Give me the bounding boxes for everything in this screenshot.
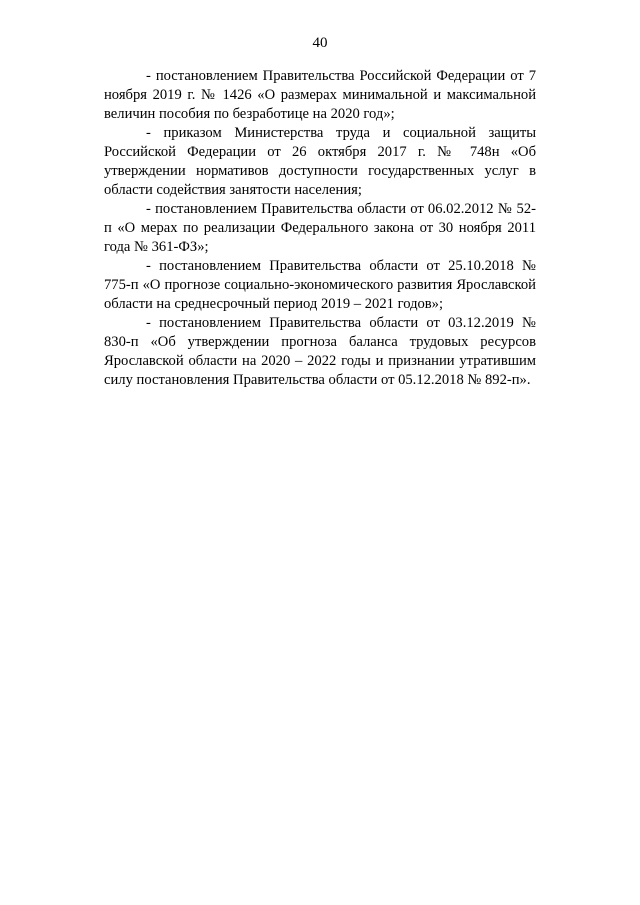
list-item: - постановлением Правительства Российской Федерации от 7 ноября 2019 г. № 1426 «О размерах минимальной и максимальной величин пособия по безработице на 2020 год»; xyxy=(104,68,536,122)
page-number: 40 xyxy=(312,35,328,51)
list-item: - постановлением Правительства области от 03.12.2019 № 830-п «Об утверждении прогноза баланса трудовых ресурсов Ярославской области на 2020 – 2022 годы и признании утратившим силу постановления Правительства области от 05.12.2018 № 892-п». xyxy=(104,315,536,388)
list-item: - постановлением Правительства области от 25.10.2018 № 775-п «О прогнозе социально-экономического развития Ярославской области на среднесрочный период 2019 – 2021 годов»; xyxy=(104,258,536,312)
list-item: - приказом Министерства труда и социальной защиты Российской Федерации от 26 октября 2017 г. № 748н «Об утверждении нормативов доступности государственных услуг в области содействия занятости населения; xyxy=(104,125,536,198)
list-item: - постановлением Правительства области от 06.02.2012 № 52-п «О мерах по реализации Федерального закона от 30 ноября 2011 года № 361-ФЗ»; xyxy=(104,201,536,255)
document-body xyxy=(104,67,536,390)
